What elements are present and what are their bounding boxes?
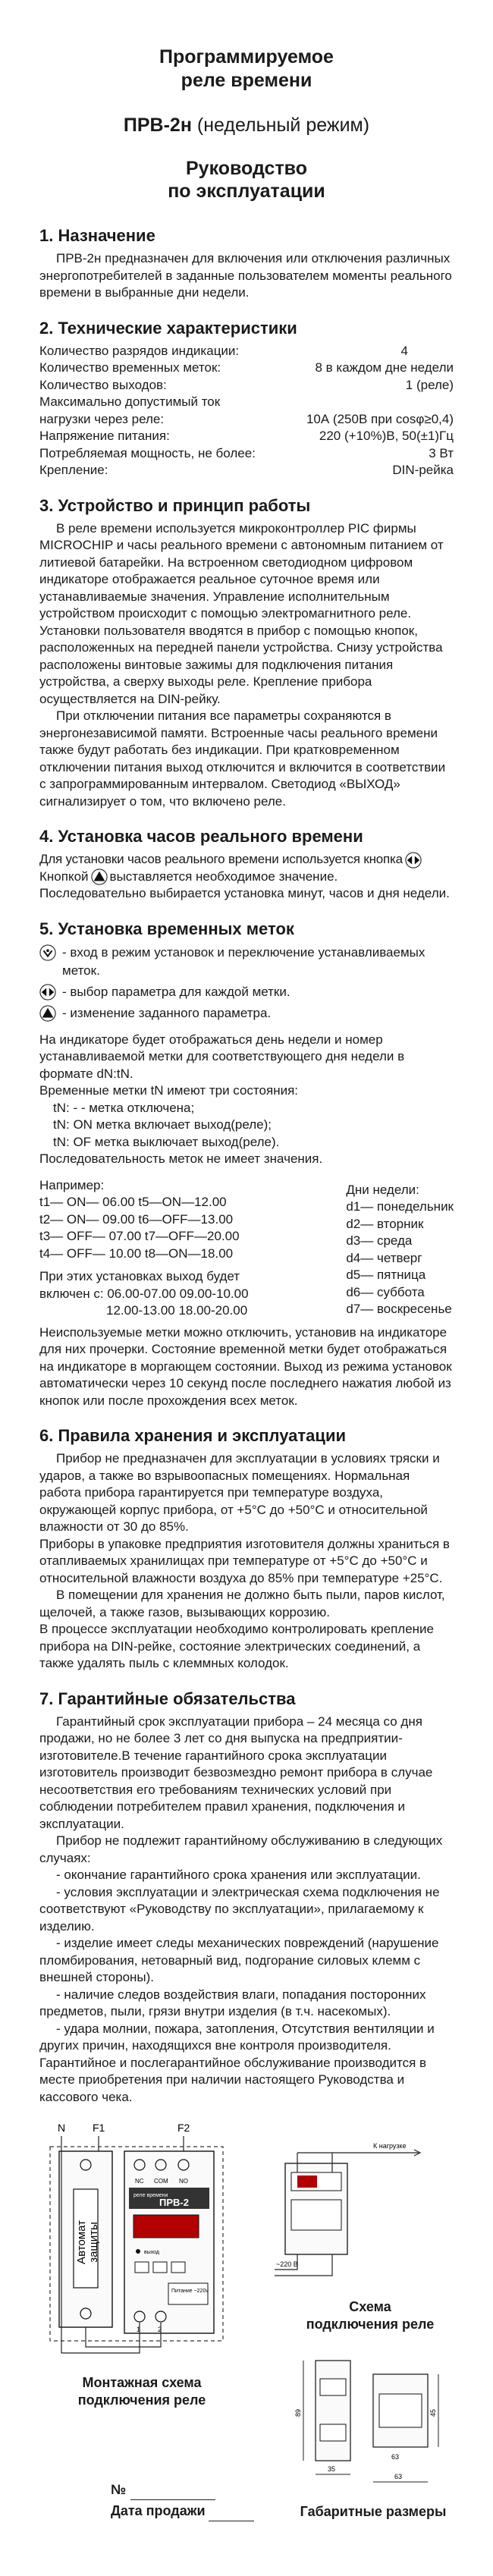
relay-led: [136, 2249, 140, 2254]
mounting-diagram: [39, 2121, 237, 2364]
dim-side: 63: [394, 2473, 403, 2481]
spec-row: [39, 428, 454, 445]
relay-out-label: выход: [144, 2250, 159, 2256]
section-5-p1: На индикаторе будет отображаться день недели и номер устанавливаемой метки для соответствующего дня недели в формате dN:tN.: [39, 1032, 405, 1081]
day-item: d1— понедельник: [346, 1199, 454, 1214]
legend-text: - изменение заданного параметра.: [62, 1005, 272, 1020]
example-item: t4— OFF— 10.00 t8—ON—18.00: [39, 1246, 234, 1261]
example-item: t3— OFF— 07.00 t7—OFF—20.00: [39, 1229, 240, 1244]
enter-icon: [39, 944, 56, 961]
section-3-p1: В реле времени используется микроконтроллер PIC фирмы MICROCHIP и часы реального времени с автономным питанием от литиевой батарейки. На встроенном светодиодном цифровом индикаторе отображается реальное суточное время или устанавливаемые значения. Управление исполнительным устройством происходит с помощью электромагнитного реле.: [39, 520, 444, 620]
section-1-heading: 1. Назначение: [39, 226, 155, 245]
spec-label: Количество выходов:: [39, 377, 167, 392]
section-2-heading: 2. Технические характеристики: [39, 318, 297, 338]
relay-display: [133, 2215, 199, 2238]
section-4-text: выставляется необходимое значение.: [109, 869, 338, 884]
warranty-case: - изделие имеет следы механических повреждений (нарушение пломбирования, нетоварный вид, подгорание силовых клемм с внешней стороны).: [39, 1936, 439, 1985]
section-4-heading: 4. Установка часов реального времени: [39, 827, 363, 846]
day-item: d4— четверг: [346, 1250, 422, 1265]
scheme-caption: [294, 2298, 446, 2333]
section-7-p2: Прибор не подлежит гарантийному обслуживанию в следующих случаях:: [39, 1833, 443, 1865]
example-label: Например:: [39, 1177, 105, 1192]
section-6-p4: В процессе эксплуатации необходимо контролировать крепление прибора на DIN-рейке, состояние электрических соединений, а также удалять пыль с клеммных колодок.: [39, 1622, 434, 1671]
relay-power-box: [168, 2283, 208, 2304]
spec-list: [39, 343, 454, 479]
spec-current-line1: Максимально допустимый ток: [39, 394, 221, 409]
section-3-heading: 3. Устройство и принцип работы: [39, 495, 311, 515]
section-6-p2: Приборы в упаковке предприятия изготовителя должны храниться в отапливаемых хранилищах при температуре от +5°С до +50°С и относительной влажности воздуха до 85% при температуре +25°С.: [39, 1536, 450, 1585]
example-item: t1— ON— 06.00 t5—ON—12.00: [39, 1195, 227, 1210]
section-7-p1: Гарантийный срок эксплуатации прибора – 24 месяца со дня продажи, но не более 3 лет со дня выпуска на предприятии-изготовителе.В течение гарантийного срока эксплуатации изготовитель производит безвозмездно ремонт прибора в случае несоответствия его требованиям технических условий при соблюдении потребителем правил хранения, подключения и эксплуатации.: [39, 1714, 433, 1831]
section-5-p3: Последовательность меток не имеет значения.: [39, 1151, 323, 1167]
spec-value: 8 в каждом дне недели: [315, 360, 454, 375]
dims-caption: Габаритные размеры: [300, 2504, 447, 2520]
spec-value: DIN-рейка: [392, 463, 454, 477]
mounting-caption: [55, 2374, 229, 2409]
serial-number-field[interactable]: [111, 2479, 215, 2500]
legend-text: - выбор параметра для каждой метки.: [62, 984, 290, 999]
side-detail: [379, 2394, 422, 2427]
title-block: [39, 46, 454, 203]
spec-value: 220 (+10%)В, 50(±1)Гц: [319, 429, 454, 443]
example-block: [39, 1177, 454, 1320]
caption-line: подключения реле: [306, 2317, 435, 2333]
supply-label: ~220 В: [276, 2260, 298, 2269]
section-5-heading: 5. Установка временных меток: [39, 919, 294, 938]
left-right-icon: [39, 984, 56, 1001]
state-item: tN: ON метка включает выход(реле);: [53, 1117, 272, 1132]
left-right-icon: [405, 852, 422, 869]
relay-button: [153, 2262, 167, 2273]
doc-model: ПРВ-2н: [123, 115, 192, 136]
day-item: d3— среда: [346, 1233, 413, 1249]
relay-button: [135, 2262, 149, 2273]
spec-row: [39, 343, 454, 360]
relay-bottom-label: 1: [137, 2326, 141, 2334]
relay-bottom-label: 2: [158, 2326, 162, 2334]
breaker-label-2: защиты: [87, 2222, 100, 2263]
up-icon: [39, 1005, 56, 1022]
spec-row: [39, 445, 454, 463]
relay-top-label: NO: [179, 2178, 188, 2185]
spec-value: 3 Вт: [429, 445, 454, 460]
spec-label: Количество разрядов индикации:: [39, 343, 240, 358]
spec-value: 10А (250В при cosφ≥0,4): [306, 411, 454, 426]
breaker-label-1: Автомат: [75, 2220, 88, 2264]
state-item: tN: - - метка отключена;: [53, 1100, 195, 1115]
day-item: d7— воскресенье: [346, 1302, 452, 1317]
section-5-p2: Временные метки tN имеют три состояния:: [39, 1083, 299, 1098]
warranty-case: - условия эксплуатации и электрическая схема подключения не соответствуют «Руководству по эксплуатации», прилагаемому к изделию.: [39, 1884, 440, 1934]
spec-label: Напряжение питания:: [39, 429, 170, 443]
spec-value: 4: [400, 343, 408, 358]
connection-scheme: [267, 2136, 454, 2288]
spec-label: Потребляемая мощность, не более:: [39, 445, 256, 460]
result-text: 12.00-13.00 18.00-20.00: [106, 1303, 248, 1318]
scheme-relay-face: [291, 2200, 341, 2230]
section-1-text: ПРВ-2н предназначен для включения или отключения различных энергопотребителей в заданные пользователем моменты реального времени в выбранные дни недели.: [39, 251, 452, 300]
diagrams-area: [39, 2121, 454, 2576]
load-label: К нагрузке: [373, 2142, 407, 2150]
dim-width: 35: [328, 2465, 336, 2474]
result-text: включен с: 06.00-07.00 09.00-10.00: [39, 1286, 249, 1301]
section-4-line1: [39, 851, 454, 869]
section-3-p2: Установки пользователя вводятся в прибор с помощью кнопок, расположенных на передней панели устройства. Снизу устройства расположены винтовые зажимы для подключения питания устройства, а сверху выходы реле. Крепление прибора осуществляется на DIN-рейку.: [39, 623, 443, 706]
relay-button: [171, 2262, 185, 2273]
caption-line: Схема: [349, 2299, 391, 2315]
section-4-text: Для установки часов реального времени используется кнопка: [39, 852, 403, 866]
doc-title: Программируемое: [159, 46, 334, 68]
front-detail: [320, 2379, 346, 2395]
dimension-drawing: [290, 2348, 449, 2500]
spec-label: нагрузки через реле:: [39, 411, 165, 426]
section-4-text: Кнопкой: [39, 869, 89, 884]
caption-line: подключения реле: [77, 2392, 206, 2408]
doc-model-line: [39, 114, 454, 137]
sale-date-label: Дата продажи: [111, 2503, 206, 2519]
spec-row: [39, 411, 454, 429]
days-list: [346, 1177, 454, 1320]
caption-line: Монтажная схема: [82, 2375, 202, 2391]
section-3-p3: При отключении питания все параметры сохраняются в энергонезависимой памяти. Встроенные часы реального времени также будут работать без индикации. При кратковременном отключении питания выход отключится и включится в соответствии с запрограммированным интервалом. Светодиод «ВЫХОД» сигнализирует о том, что включено реле.: [39, 708, 446, 809]
scheme-relay-display: [297, 2175, 317, 2188]
state-item: tN: OF метка выключает выход(реле).: [53, 1134, 280, 1149]
relay-brand: реле времени: [133, 2193, 168, 2199]
terminal-n: N: [58, 2122, 66, 2135]
section-7-heading: 7. Гарантийные обязательства: [39, 1689, 296, 1708]
doc-mode: (недельный режим): [196, 115, 370, 136]
warranty-case: - наличие следов воздействия влаги, попадания посторонних предметов, пыли, грязи внутри изделия (в т.ч. насекомых).: [39, 1987, 426, 2019]
spec-row: [39, 462, 454, 479]
serial-number-label: №: [111, 2482, 127, 2498]
terminal-f1: F1: [93, 2122, 105, 2135]
manual-subtitle: по эксплуатации: [168, 181, 325, 202]
front-view: [316, 2361, 350, 2461]
spec-label: Крепление:: [39, 463, 108, 477]
result-text: При этих установках выход будет: [39, 1269, 240, 1284]
spec-label: Количество временных меток:: [39, 360, 221, 375]
spec-value: 1 (реле): [405, 377, 454, 392]
legend-text: - вход в режим установок и переключение устанавливаемых меток.: [62, 944, 425, 978]
sale-date-field[interactable]: [111, 2500, 254, 2521]
relay-top-label: COM: [154, 2178, 168, 2185]
section-5-p4: Неиспользуемые метки можно отключить, установив на индикаторе для них прочерки. Состояние временной метки будет отображаться на индикаторе в моргающем состоянии. Выход из режима установок автоматически через 10 секунд после последнего нажатия любой из кнопок или после прохождения всех меток.: [39, 1324, 452, 1408]
section-6-heading: 6. Правила хранения и эксплуатации: [39, 1426, 346, 1446]
legend-item: [39, 1004, 454, 1023]
dim-depth: 63: [391, 2453, 400, 2461]
relay-power-label: Питание ~220v: [171, 2289, 209, 2295]
day-item: d5— пятница: [346, 1268, 426, 1283]
front-detail: [320, 2424, 346, 2441]
manual-title: Руководство: [185, 158, 307, 179]
example-item: t2— ON— 09.00 t6—OFF—13.00: [39, 1211, 234, 1227]
relay-model: ПРВ-2: [159, 2197, 189, 2209]
spec-row: [39, 377, 454, 394]
terminal-f2: F2: [177, 2122, 190, 2135]
dim-inner: 45: [429, 2409, 437, 2417]
days-label: Дни недели:: [346, 1182, 419, 1197]
dim-height: 89: [294, 2409, 302, 2417]
doc-subtitle: реле времени: [181, 70, 312, 91]
legend-item: [39, 983, 454, 1001]
section-7-p3: Гарантийное и послегарантийное обслуживание производится в месте приобретения при наличии настоящего Руководства и кассового чека.: [39, 2055, 427, 2104]
warranty-case: - окончание гарантийного срока хранения или эксплуатации.: [56, 1868, 421, 1883]
up-icon: [91, 869, 108, 885]
day-item: d2— вторник: [346, 1216, 424, 1231]
example-list: [39, 1177, 249, 1320]
section-6-p1: Прибор не предназначен для эксплуатации в условиях тряски и ударов, а также во взрывоопасных помещениях. Нормальная работа прибора гарантируется при температуре воздуха, окружающей корпус прибора, от +5°С до +50°С и относительной влажности от 30 до 85%.: [39, 1451, 440, 1535]
warranty-case: - удара молнии, пожара, затопления, Отсутствия вентиляции и других причин, находящихся вне контроля производителя.: [39, 2021, 435, 2053]
legend-item: [39, 944, 454, 980]
day-item: d6— суббота: [346, 1284, 425, 1299]
section-6-p3: В помещении для хранения не должно быть пыли, паров кислот, щелочей, а также газов, вызывающих коррозию.: [39, 1588, 445, 1619]
section-4-line2: [39, 869, 454, 886]
section-4-line3: Последовательно выбирается установка минут, часов и дня недели.: [39, 886, 450, 901]
relay-top-label: NC: [135, 2178, 144, 2185]
spec-row: [39, 360, 454, 377]
